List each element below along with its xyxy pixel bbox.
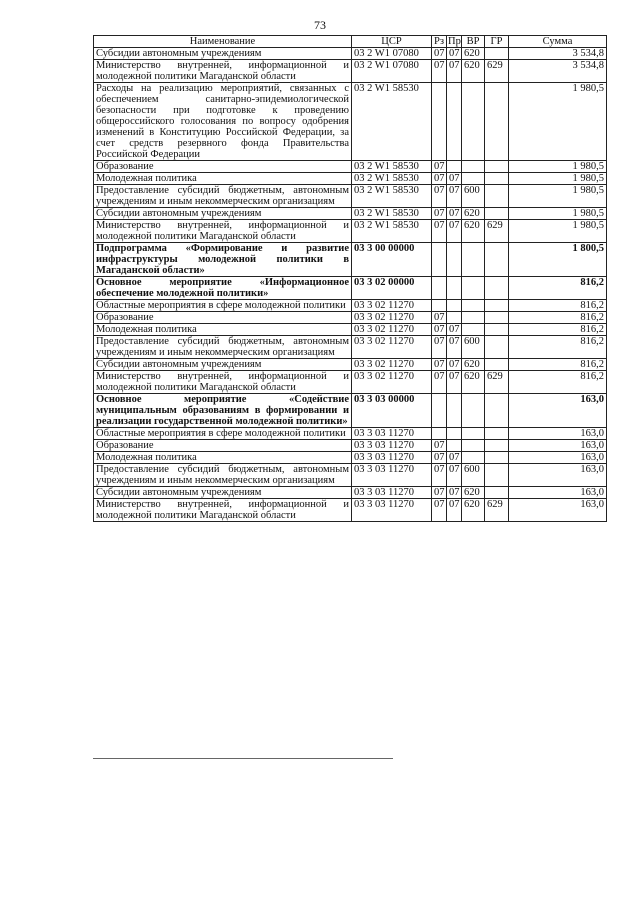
budget-table (93, 35, 607, 522)
cell-csr: 03 3 02 11270 (352, 324, 432, 336)
cell-rz (432, 243, 447, 277)
cell-rz: 07 (432, 452, 447, 464)
cell-sum: 1 980,5 (509, 208, 607, 220)
cell-vr (462, 394, 485, 428)
cell-vr: 600 (462, 336, 485, 359)
cell-csr: 03 2 W1 58530 (352, 220, 432, 243)
cell-pr (447, 394, 462, 428)
cell-rz: 07 (432, 359, 447, 371)
cell-pr: 07 (447, 464, 462, 487)
cell-sum: 163,0 (509, 394, 607, 428)
cell-name: Основное мероприятие «Содействие муниципальным образованиям в формировании и реализации государственной молодежной политики» (94, 394, 352, 428)
cell-gr (485, 464, 509, 487)
cell-name: Министерство внутренней, информационной и молодежной политики Магаданской области (94, 60, 352, 83)
header-vr: ВР (462, 36, 485, 48)
cell-sum: 816,2 (509, 277, 607, 300)
cell-vr (462, 300, 485, 312)
cell-gr (485, 48, 509, 60)
cell-pr (447, 440, 462, 452)
cell-csr: 03 3 02 00000 (352, 277, 432, 300)
header-gr: ГР (485, 36, 509, 48)
cell-gr (485, 452, 509, 464)
cell-name: Молодежная политика (94, 452, 352, 464)
cell-csr: 03 3 02 11270 (352, 371, 432, 394)
cell-gr (485, 312, 509, 324)
cell-name: Министерство внутренней, информационной и молодежной политики Магаданской области (94, 499, 352, 522)
cell-name: Предоставление субсидий бюджетным, автономным учреждениям и иным некоммерческим организациям (94, 464, 352, 487)
cell-sum: 816,2 (509, 324, 607, 336)
cell-vr (462, 324, 485, 336)
cell-gr (485, 208, 509, 220)
cell-gr (485, 300, 509, 312)
cell-name: Образование (94, 440, 352, 452)
cell-csr: 03 3 02 11270 (352, 312, 432, 324)
header-pr: Пр (448, 36, 461, 47)
cell-name: Предоставление субсидий бюджетным, автономным учреждениям и иным некоммерческим организациям (94, 336, 352, 359)
cell-pr (447, 161, 462, 173)
table-row (94, 499, 607, 522)
cell-name: Субсидии автономным учреждениям (94, 48, 352, 60)
table-row (94, 394, 607, 428)
footer-divider (93, 758, 393, 759)
cell-csr: 03 2 W1 58530 (352, 161, 432, 173)
cell-vr: 620 (462, 208, 485, 220)
cell-sum: 816,2 (509, 336, 607, 359)
cell-pr: 07 (447, 48, 462, 60)
cell-pr (447, 300, 462, 312)
cell-vr (462, 277, 485, 300)
table-row (94, 48, 607, 60)
cell-csr: 03 2 W1 58530 (352, 208, 432, 220)
cell-sum: 816,2 (509, 371, 607, 394)
cell-name: Министерство внутренней, информационной и молодежной политики Магаданской области (94, 220, 352, 243)
cell-csr: 03 2 W1 58530 (352, 185, 432, 208)
cell-vr (462, 243, 485, 277)
header-name: Наименование (94, 36, 352, 48)
cell-vr: 620 (462, 60, 485, 83)
cell-pr: 07 (447, 173, 462, 185)
cell-pr: 07 (447, 371, 462, 394)
cell-pr (447, 277, 462, 300)
cell-gr (485, 487, 509, 499)
table-row (94, 277, 607, 300)
cell-vr: 600 (462, 464, 485, 487)
cell-vr: 620 (462, 371, 485, 394)
header-sum: Сумма (509, 36, 607, 48)
table-row (94, 243, 607, 277)
cell-rz (432, 428, 447, 440)
cell-csr: 03 3 03 11270 (352, 428, 432, 440)
cell-name: Молодежная политика (94, 173, 352, 185)
table-row (94, 208, 607, 220)
cell-csr: 03 3 02 11270 (352, 300, 432, 312)
header-csr: ЦСР (352, 36, 432, 48)
cell-rz: 07 (432, 324, 447, 336)
cell-name: Предоставление субсидий бюджетным, автономным учреждениям и иным некоммерческим организациям (94, 185, 352, 208)
cell-name: Субсидии автономным учреждениям (94, 208, 352, 220)
cell-name: Областные мероприятия в сфере молодежной политики (94, 300, 352, 312)
cell-pr: 07 (447, 60, 462, 83)
cell-sum: 163,0 (509, 428, 607, 440)
cell-csr: 03 3 03 11270 (352, 440, 432, 452)
cell-vr (462, 440, 485, 452)
cell-vr (462, 83, 485, 161)
cell-pr: 07 (447, 324, 462, 336)
table-row (94, 428, 607, 440)
cell-vr (462, 161, 485, 173)
page-number: 73 (314, 18, 326, 32)
cell-vr: 620 (462, 487, 485, 499)
cell-sum: 163,0 (509, 499, 607, 522)
cell-vr: 620 (462, 359, 485, 371)
table-header-row (94, 36, 607, 48)
cell-gr: 629 (485, 60, 509, 83)
cell-csr: 03 3 03 11270 (352, 464, 432, 487)
cell-sum: 1 800,5 (509, 243, 607, 277)
cell-pr: 07 (447, 359, 462, 371)
cell-name: Образование (94, 312, 352, 324)
cell-sum: 3 534,8 (509, 48, 607, 60)
cell-sum: 163,0 (509, 464, 607, 487)
cell-pr: 07 (447, 499, 462, 522)
cell-rz: 07 (432, 48, 447, 60)
cell-pr: 07 (447, 220, 462, 243)
cell-sum: 816,2 (509, 312, 607, 324)
cell-rz (432, 394, 447, 428)
cell-name: Подпрограмма «Формирование и развитие инфраструктуры молодежной политики в Магаданской области» (94, 243, 352, 277)
cell-pr (447, 243, 462, 277)
cell-vr (462, 173, 485, 185)
table-row (94, 173, 607, 185)
cell-gr (485, 336, 509, 359)
cell-rz: 07 (432, 60, 447, 83)
cell-pr: 07 (447, 185, 462, 208)
cell-rz: 07 (432, 487, 447, 499)
cell-rz: 07 (432, 312, 447, 324)
cell-gr (485, 277, 509, 300)
cell-pr (447, 428, 462, 440)
cell-vr: 620 (462, 48, 485, 60)
cell-rz: 07 (432, 336, 447, 359)
header-rz: Рз (432, 36, 447, 48)
cell-gr (485, 359, 509, 371)
table-row (94, 83, 607, 161)
cell-sum: 1 980,5 (509, 185, 607, 208)
cell-rz (432, 300, 447, 312)
cell-vr (462, 428, 485, 440)
table-row (94, 336, 607, 359)
cell-gr (485, 161, 509, 173)
cell-vr (462, 312, 485, 324)
cell-csr: 03 3 02 11270 (352, 359, 432, 371)
cell-rz: 07 (432, 161, 447, 173)
cell-csr: 03 3 03 11270 (352, 452, 432, 464)
cell-rz (432, 83, 447, 161)
cell-sum: 1 980,5 (509, 83, 607, 161)
cell-rz: 07 (432, 440, 447, 452)
cell-sum: 816,2 (509, 300, 607, 312)
cell-vr (462, 452, 485, 464)
cell-gr: 629 (485, 371, 509, 394)
cell-sum: 3 534,8 (509, 60, 607, 83)
table-body (94, 48, 607, 522)
table-row (94, 359, 607, 371)
cell-name: Министерство внутренней, информационной и молодежной политики Магаданской области (94, 371, 352, 394)
table-row (94, 161, 607, 173)
table-row (94, 220, 607, 243)
cell-sum: 816,2 (509, 359, 607, 371)
cell-csr: 03 2 W1 07080 (352, 48, 432, 60)
cell-csr: 03 3 02 11270 (352, 336, 432, 359)
cell-gr (485, 440, 509, 452)
cell-rz: 07 (432, 464, 447, 487)
cell-rz: 07 (432, 371, 447, 394)
cell-pr: 07 (447, 452, 462, 464)
cell-vr: 600 (462, 185, 485, 208)
cell-sum: 163,0 (509, 440, 607, 452)
cell-csr: 03 2 W1 58530 (352, 83, 432, 161)
cell-rz (432, 277, 447, 300)
cell-name: Областные мероприятия в сфере молодежной политики (94, 428, 352, 440)
cell-csr: 03 3 03 11270 (352, 499, 432, 522)
cell-pr (447, 83, 462, 161)
table-row (94, 185, 607, 208)
table-row (94, 464, 607, 487)
cell-vr: 620 (462, 220, 485, 243)
cell-name: Субсидии автономным учреждениям (94, 359, 352, 371)
cell-name: Расходы на реализацию мероприятий, связанных с обеспечением санитарно-эпидемиологической безопасности при подготовке к проведению общероссийского голосования по вопросу одобрения изменений в Конституцию Российской Федерации, за счет средств резервного фонда Правительства Российской Федерации (94, 83, 352, 161)
cell-rz: 07 (432, 220, 447, 243)
table-row (94, 440, 607, 452)
cell-rz: 07 (432, 173, 447, 185)
cell-name: Образование (94, 161, 352, 173)
cell-csr: 03 2 W1 07080 (352, 60, 432, 83)
cell-pr: 07 (447, 336, 462, 359)
table-row (94, 452, 607, 464)
cell-csr: 03 3 03 00000 (352, 394, 432, 428)
cell-gr: 629 (485, 220, 509, 243)
cell-gr (485, 185, 509, 208)
cell-pr: 07 (447, 487, 462, 499)
cell-gr (485, 394, 509, 428)
cell-name: Основное мероприятие «Информационное обеспечение молодежной политики» (94, 277, 352, 300)
cell-sum: 163,0 (509, 487, 607, 499)
cell-pr: 07 (447, 208, 462, 220)
cell-gr (485, 324, 509, 336)
cell-gr: 629 (485, 499, 509, 522)
cell-sum: 163,0 (509, 452, 607, 464)
cell-vr: 620 (462, 499, 485, 522)
cell-rz: 07 (432, 499, 447, 522)
cell-gr (485, 173, 509, 185)
cell-gr (485, 83, 509, 161)
table-row (94, 60, 607, 83)
table-row (94, 300, 607, 312)
cell-sum: 1 980,5 (509, 173, 607, 185)
cell-csr: 03 3 00 00000 (352, 243, 432, 277)
cell-csr: 03 3 03 11270 (352, 487, 432, 499)
table-row (94, 324, 607, 336)
table-row (94, 312, 607, 324)
cell-name: Молодежная политика (94, 324, 352, 336)
cell-pr (447, 312, 462, 324)
table-row (94, 487, 607, 499)
cell-name: Субсидии автономным учреждениям (94, 487, 352, 499)
cell-gr (485, 428, 509, 440)
cell-csr: 03 2 W1 58530 (352, 173, 432, 185)
cell-rz: 07 (432, 208, 447, 220)
cell-sum: 1 980,5 (509, 161, 607, 173)
cell-sum: 1 980,5 (509, 220, 607, 243)
cell-rz: 07 (432, 185, 447, 208)
table-row (94, 371, 607, 394)
cell-gr (485, 243, 509, 277)
